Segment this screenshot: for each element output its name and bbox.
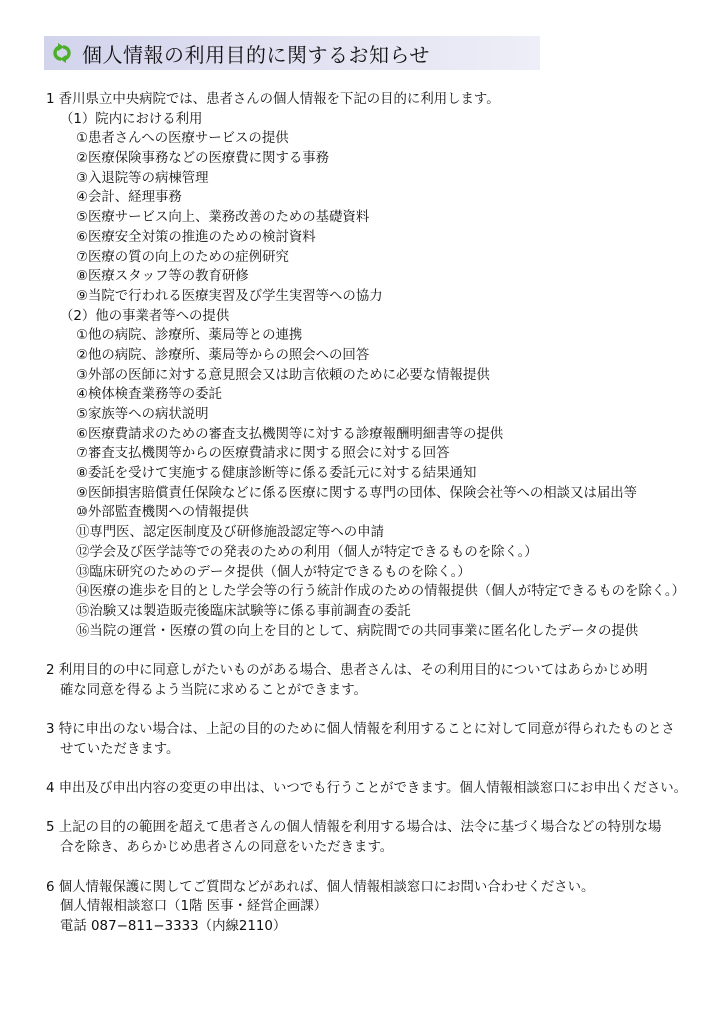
section-3-line-1: 3 特に申出のない場合は、上記の目的のために個人情報を利用することに対して同意が得られたものとさ: [46, 722, 675, 737]
recycle-arrows-icon: [48, 43, 76, 63]
section-2-line-2: 確な同意を得るよう当院に求めることができます。: [60, 682, 367, 698]
title-bar: [44, 36, 540, 70]
list-item: ⑯当院の運営・医療の質の向上を目的として、病院間での共同事業に匿名化したデータの提供: [76, 623, 639, 639]
list-item: ⑥医療安全対策の推進のための検討資料: [76, 229, 316, 245]
list-item: ⑭医療の進歩を目的とした学会等の行う統計作成のための情報提供（個人が特定できるものを除く。）: [76, 584, 685, 600]
section-3-line-2: せていただきます。: [60, 741, 180, 757]
list-item: ③外部の医師に対する意見照会又は助言依頼のために必要な情報提供: [76, 367, 490, 383]
list-item: ⑬臨床研究のためのデータ提供（個人が特定できるものを除く。）: [76, 564, 471, 580]
section-5-line-1: 5 上記の目的の範囲を超えて患者さんの個人情報を利用する場合は、法令に基づく場合などの特別な場: [46, 820, 662, 836]
list-item: ④会計、経理事務: [76, 190, 182, 206]
list-item: ④検体検査業務等の委託: [76, 387, 222, 403]
contact-desk: 個人情報相談窓口（1階 医事・経営企画課）: [60, 899, 328, 915]
list-item: ②他の病院、診療所、薬局等からの照会への回答: [76, 347, 370, 363]
list-item: ②医療保険事務などの医療費に関する事務: [76, 151, 330, 167]
section-6-line-1: 6 個人情報保護に関してご質問などがあれば、個人情報相談窓口にお問い合わせください。: [46, 879, 595, 895]
list-item: ⑩外部監査機関への情報提供: [76, 505, 249, 521]
list-item: ①他の病院、診療所、薬局等との連携: [76, 328, 303, 344]
list-item: ⑤家族等への病状説明: [76, 407, 209, 422]
list-item: ⑧医療スタッフ等の教育研修: [76, 269, 249, 285]
notice-body: [46, 90, 714, 937]
list-item: ①患者さんへの医療サービスの提供: [76, 131, 289, 147]
list-item: ⑮治験又は製造販売後臨床試験等に係る事前調査の委託: [76, 603, 411, 619]
list-item: ⑦審査支払機関等からの医療費請求に関する照会に対する回答: [76, 446, 450, 462]
subsection-1-heading: （1）院内における利用: [60, 111, 203, 127]
page-title: 個人情報の利用目的に関するお知らせ: [82, 42, 430, 67]
subsection-2-heading: （2）他の事業者等への提供: [60, 308, 230, 324]
contact-phone: 電話 087−811−3333（内線2110）: [60, 918, 287, 934]
list-item: ⑪専門医、認定医制度及び研修施設認定等への申請: [76, 525, 384, 541]
list-item: ⑦医療の質の向上のための症例研究: [76, 249, 289, 265]
section-4-line-1: 4 申出及び申出内容の変更の申出は、いつでも行うことができます。個人情報相談窓口にお申出ください。: [46, 781, 688, 797]
list-item: ③入退院等の病棟管理: [76, 170, 209, 186]
list-item: ⑨医師損害賠償責任保険などに係る医療に関する専門の団体、保険会社等への相談又は届出等: [76, 485, 638, 501]
section-5-line-2: 合を除き、あらかじめ患者さんの同意をいただきます。: [60, 840, 394, 856]
section-1-intro: 1 香川県立中央病院では、患者さんの個人情報を下記の目的に利用します。: [46, 92, 500, 107]
section-2-line-1: 2 利用目的の中に同意しがたいものがある場合、患者さんは、その利用目的についてはあらかじめ明: [46, 662, 648, 678]
list-item: ⑨当院で行われる医療実習及び学生実習等への協力: [76, 288, 383, 304]
list-item: ⑥医療費請求のための審査支払機関等に対する診療報酬明細書等の提供: [76, 426, 504, 442]
list-item: ⑫学会及び医学誌等での発表のための利用（個人が特定できるものを除く。）: [76, 544, 538, 560]
list-item: ⑤医療サービス向上、業務改善のための基礎資料: [76, 210, 370, 226]
list-item: ⑧委託を受けて実施する健康診断等に係る委託元に対する結果通知: [76, 466, 477, 482]
